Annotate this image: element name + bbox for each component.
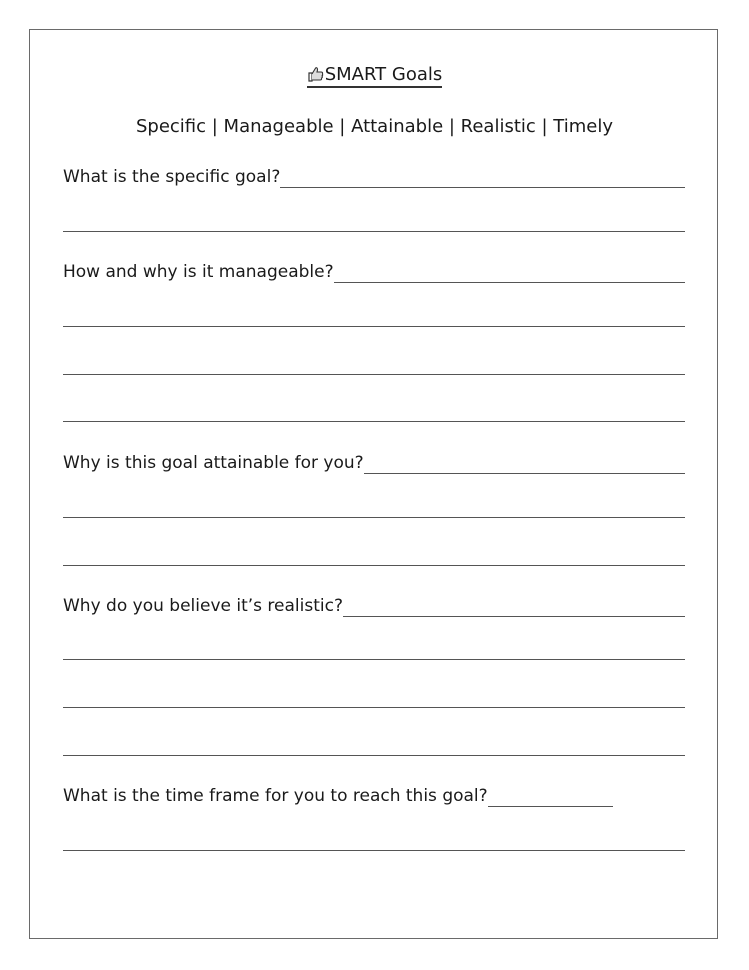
answer-line[interactable] bbox=[63, 707, 685, 708]
question-manageable bbox=[63, 259, 685, 283]
answer-line[interactable] bbox=[63, 850, 685, 851]
answer-line[interactable] bbox=[63, 421, 685, 422]
smart-subtitle: Specific | Manageable | Attainable | Realistic | Timely bbox=[135, 116, 614, 137]
answer-line[interactable] bbox=[63, 565, 685, 566]
question-label: Why is this goal attainable for you? bbox=[63, 453, 364, 473]
answer-field[interactable] bbox=[364, 455, 685, 474]
answer-line[interactable] bbox=[63, 326, 685, 327]
question-specific bbox=[63, 164, 685, 188]
worksheet-title bbox=[0, 64, 749, 88]
answer-field[interactable] bbox=[334, 264, 685, 283]
answer-line[interactable] bbox=[63, 659, 685, 660]
question-label: What is the time frame for you to reach this goal? bbox=[63, 786, 488, 806]
answer-field[interactable] bbox=[343, 598, 685, 617]
answer-line[interactable] bbox=[63, 374, 685, 375]
answer-line[interactable] bbox=[63, 231, 685, 232]
answer-line[interactable] bbox=[63, 517, 685, 518]
answer-field[interactable] bbox=[280, 169, 685, 188]
title-text: SMART Goals bbox=[324, 64, 443, 85]
answer-field[interactable] bbox=[488, 788, 613, 807]
question-label: What is the specific goal? bbox=[63, 167, 281, 187]
question-label: How and why is it manageable? bbox=[63, 262, 334, 282]
thumbs-up-icon bbox=[307, 66, 324, 82]
question-label: Why do you believe it’s realistic? bbox=[63, 596, 343, 616]
question-attainable bbox=[63, 450, 685, 474]
answer-line[interactable] bbox=[63, 755, 685, 756]
question-realistic bbox=[63, 593, 685, 617]
question-timely bbox=[63, 783, 685, 807]
